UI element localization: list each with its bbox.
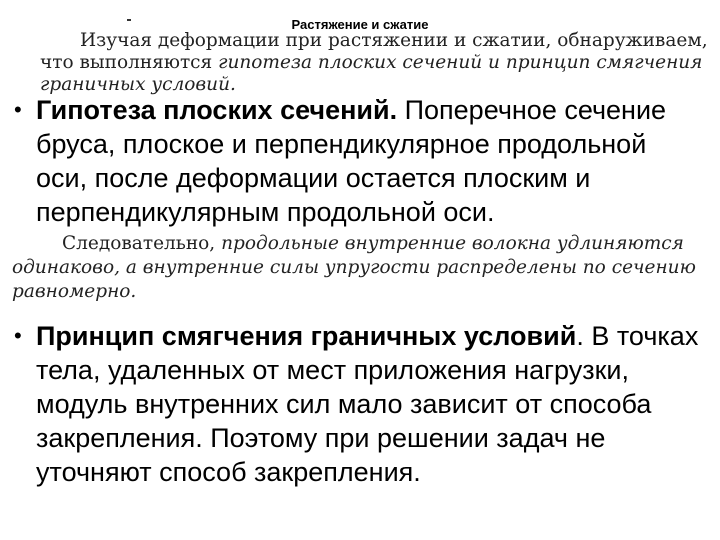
scan-intro-line-2	[40, 52, 708, 74]
bullet-boundary-conditions	[14, 319, 704, 489]
scan-intro-line-2-plain: что выполняются	[40, 52, 219, 73]
slide-title: Растяжение и сжатие	[291, 17, 429, 32]
scan-consequence-line-1-italic: продольные внутренние волокна удлиняются	[221, 233, 684, 254]
bullet-dot: •	[14, 97, 22, 122]
bullet-plane-sections-text	[14, 93, 704, 229]
bullet-boundary-conditions-text	[14, 319, 704, 489]
bullet-boundary-conditions-term: Принцип смягчения граничных условий	[36, 321, 577, 351]
scanned-text-consequence	[12, 232, 696, 304]
scan-consequence-line-1-plain: Следовательно,	[62, 233, 222, 254]
bullet-plane-sections-term: Гипотеза плоских сечений.	[36, 95, 398, 125]
scan-consequence-line-2: одинаково, а внутренние силы упругости распределены по сечению	[12, 257, 696, 278]
scan-intro-line-1: Изучая деформации при растяжении и сжатии, обнаруживаем,	[80, 30, 708, 51]
scan-intro-line-3: граничных условий.	[40, 74, 236, 95]
scanned-text-intro	[40, 30, 708, 96]
scan-consequence-line-3: равномерно.	[12, 281, 137, 302]
scan-consequence-line-1	[12, 232, 696, 256]
bullet-plane-sections	[14, 93, 704, 229]
bullet-plane-sections-body: Поперечное сечение бруса, плоское и перпендикулярное продольной оси, после деформации остается плоским и перпендикулярным продольной оси.	[36, 95, 667, 227]
bullet-boundary-conditions-body: . В точках тела, удаленных от мест приложения нагрузки, модуль внутренних сил мало зависит от способа закрепления. Поэтому при решении задач не уточняют способ закрепления.	[36, 321, 699, 487]
scan-intro-line-2-italic: гипотеза плоских сечений и принцип смягчения	[218, 52, 703, 73]
bullet-dot: •	[14, 323, 22, 348]
